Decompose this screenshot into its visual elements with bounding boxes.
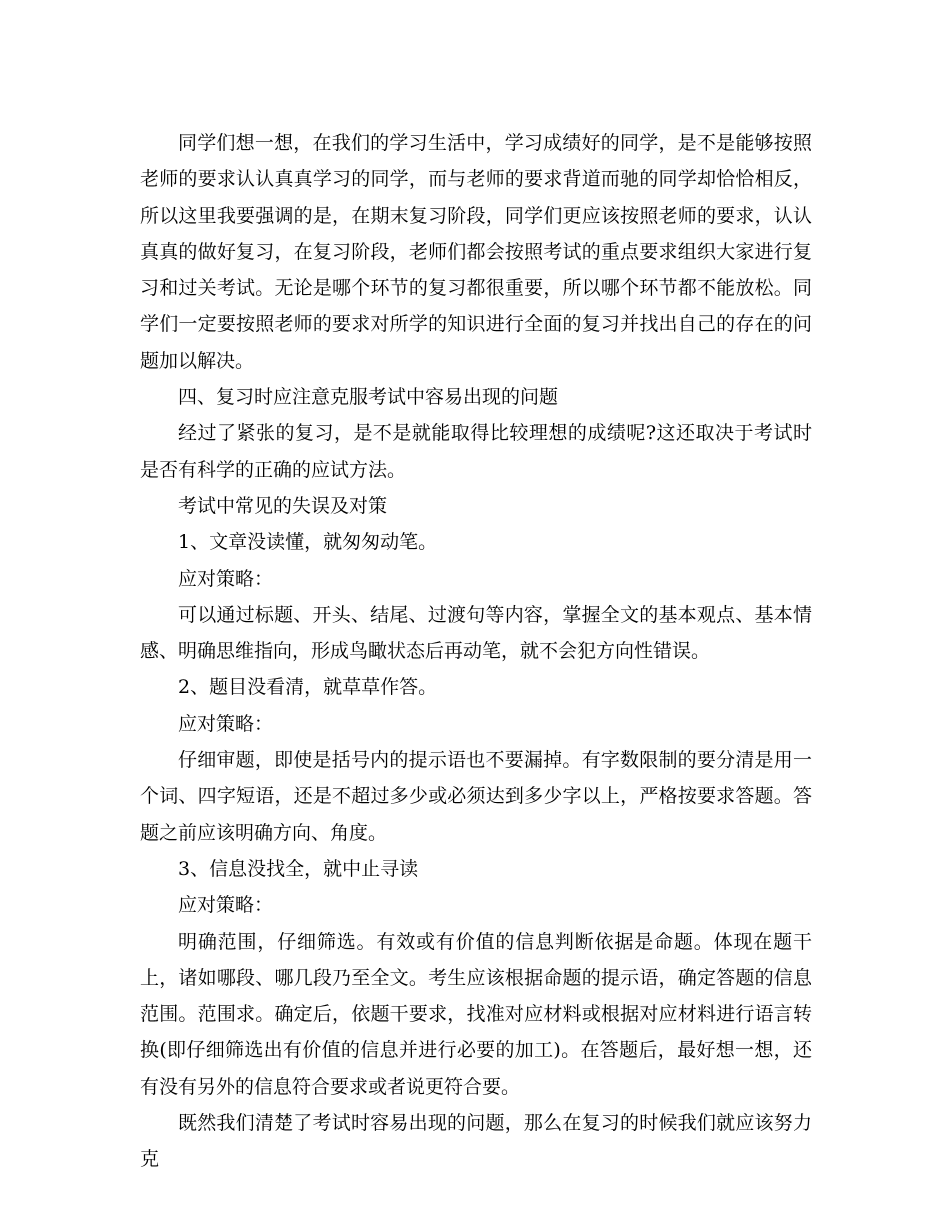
strategy-text-3: 明确范围，仔细筛选。有效或有价值的信息判断依据是命题。体现在题干上，诸如哪段、哪几段乃至全文。考生应该根据命题的提示语，确定答题的信息范围。范围求。确定后，依题干要求，找准对应材料或根据对应材料进行语言转换(即仔细筛选出有价值的信息并进行必要的加工)。在答题后，最好想一想，还有没有另外的信息符合要求或者说更符合要。 [140,930,812,1098]
paragraph-intro: 同学们想一想，在我们的学习生活中，学习成绩好的同学，是不是能够按照老师的要求认认真真学习的同学，而与老师的要求背道而驰的同学却恰恰相反，所以这里我要强调的是，在期末复习阶段，同学们更应该按照老师的要求，认认真真的做好复习，在复习阶段，老师们都会按照考试的重点要求组织大家进行复习和过关考试。无论是哪个环节的复习都很重要，所以哪个环节都不能放松。同学们一定要按照老师的要求对所学的知识进行全面的复习并找出自己的存在的问题加以解决。 [140,132,812,372]
document-body [140,125,812,1178]
strategy-text-1: 可以通过标题、开头、结尾、过渡句等内容，掌握全文的基本观点、基本情感、明确思维指向，形成鸟瞰状态后再动笔，就不会犯方向性错误。 [140,603,812,663]
mistake-item-1: 1、文章没读懂，就匆匆动笔。 [178,531,438,554]
paragraph-closing: 既然我们清楚了考试时容易出现的问题，那么在复习的时候我们就应该努力克 [140,1112,812,1171]
paragraph-exam-method: 经过了紧张的复习，是不是就能取得比较理想的成绩呢?这还取决于考试时是否有科学的正确的应试方法。 [140,422,812,481]
strategy-label-2: 应对策略： [178,712,274,735]
strategy-text-2: 仔细审题，即使是括号内的提示语也不要漏掉。有字数限制的要分清是用一个词、四字短语，还是不超过多少或必须达到多少字以上，严格按要求答题。答题之前应该明确方向、角度。 [140,749,812,844]
subheading-common-mistakes: 考试中常见的失误及对策 [178,494,388,517]
strategy-label-3: 应对策略： [178,894,274,917]
strategy-label-1: 应对策略： [178,567,274,590]
section-heading-four: 四、复习时应注意克服考试中容易出现的问题 [178,386,559,409]
mistake-item-3: 3、信息没找全，就中止寻读 [178,857,419,880]
mistake-item-2: 2、题目没看清，就草草作答。 [178,676,438,699]
